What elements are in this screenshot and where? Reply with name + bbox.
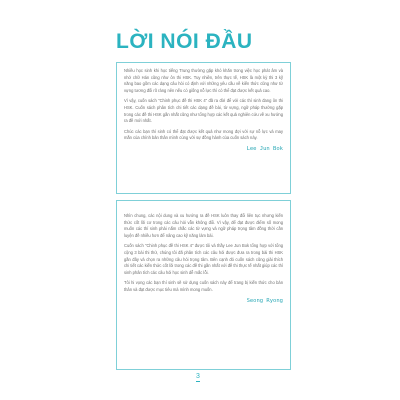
- paragraph: Cuốn sách "Chinh phục đề thi HSK 4" được tôi và thầy Lee Jun Bok tổng hợp với tổng cộng 3 bài thi thử, chúng tôi đã phân tích các câu hỏi được đưa ra trong bài thi HSK gần đây và chọn ra những câu hỏi trọng tâm. Bên cạnh đó cuốn sách cũng giải thích chi tiết các kiến thức cốt lõi trong các đề thi gần nhất với đề thi thực tế nhất giúp các thí sinh phân tích các câu hỏi học sinh dễ mắc lỗi.: [124, 243, 283, 275]
- paragraph: Nhiều học sinh khi học tiếng Trung thường gặp khó khăn trong việc học phát âm và nhớ chữ Hán cũng như ôn thi HSK. Tuy nhiên, trên thực tế, HSK là một kỳ thi 3 kỹ năng bao gồm các dạng câu hỏi có định với những yêu cầu về kiến thức cũng như từ vựng tương đối rõ ràng nên nếu có giống nỗ lực thì có thể đạt được kết quả cao.: [124, 68, 283, 93]
- paragraph: Nhìn chung, các nội dung và xu hướng ra đề HSK luôn thay đổi liên tục nhưng kiến thức cốt lõi cơ trong các câu hỏi vẫn không đổi. Vì vậy, để đạt được điểm số mong muốn các thí sinh phải nắm chắc các từ vựng và ngữ pháp trọng tâm đồng thời cần luyện đề nhiều hơn để nâng cao kỹ năng làm bài.: [124, 213, 283, 238]
- page-number: 3: [196, 373, 200, 380]
- author-signature: Lee Jun Bok: [246, 145, 283, 152]
- preface-box-2: [116, 200, 291, 370]
- preface-box-1: [116, 62, 291, 194]
- author-signature: Seong Ryong: [246, 297, 283, 304]
- paragraph: Tôi hi vọng các bạn thí sinh sẽ sử dụng cuốn sách này để trang bị kiến thức cho bản thân và đạt được mục tiêu mà mình mong muốn.: [124, 280, 283, 292]
- page-title: LỜI NÓI ĐẦU: [116, 30, 253, 53]
- paragraph: Vì vậy, cuốn sách "Chinh phục đề thi HSK 4" đã ra đời để với các thí sinh đang ôn thi HSK. Cuốn sách phân tích chi tiết các dạng đề bài, từ vựng, ngữ pháp thường gặp trong các đề thi HSK gần nhất cũng như tổng hợp các kết quả nghiên cứu về xu hướng ra đề mới nhất.: [124, 98, 283, 124]
- paragraph: Chúc các bạn thí sinh có thể đạt được kết quả như mong đợi với sự nỗ lực và may mắn của chính bản thân mình cùng với sự đồng hành của cuốn sách này.: [124, 128, 283, 141]
